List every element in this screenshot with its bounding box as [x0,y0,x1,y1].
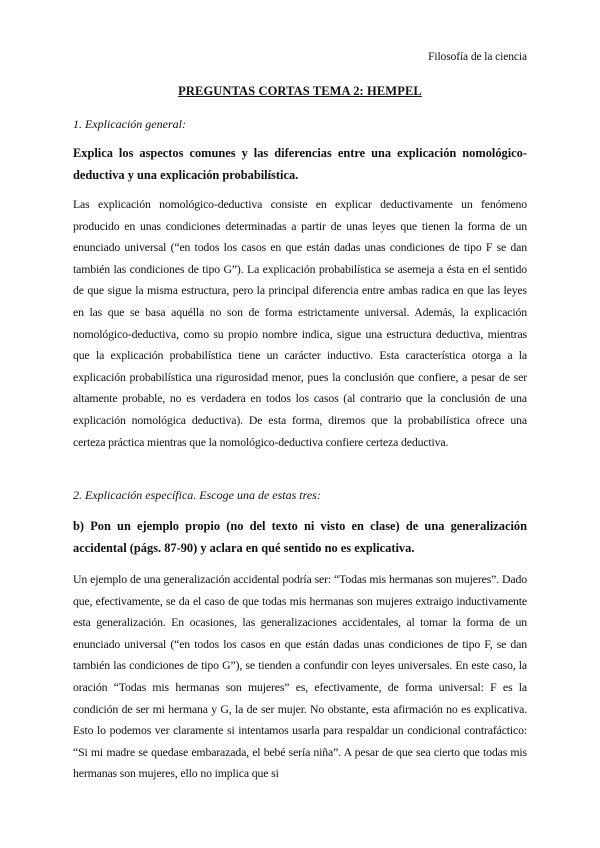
question-1: Explica los aspectos comunes y las diferencias entre una explicación nomológico-deductiva y una explicación probabilística. [73,146,527,182]
section-1-heading: 1. Explicación general: [73,117,186,131]
document-title: PREGUNTAS CORTAS TEMA 2: HEMPEL [178,84,422,98]
answer-1 [73,194,527,453]
running-header: Filosofía de la ciencia [428,51,527,63]
question-2: b) Pon un ejemplo propio (no del texto ni visto en clase) de una generalización accidental (págs. 87-90) y aclara en qué sentido no es explicativa. [73,519,527,555]
answer-2 [73,569,527,785]
answer-1-text: Las explicación nomológico-deductiva consiste en explicar deductivamente un fenómeno producido en unas condiciones determinadas a partir de unas leyes que tienen la forma de un enunciado universal (“en todos los casos en que están dadas unas condiciones de tipo F se dan también las condiciones de tipo G”). La explicación probabilística se asemeja a ésta en el sentido de que sigue la misma estructura, pero la principal diferencia entre ambas radica en que las leyes en las que se basa aquélla no son de forma estrictamente universal. Además, la explicación nomológico-deductiva, como su propio nombre indica, sigue una estructura deductiva, mientras que la explicación probabilística tiene un carácter inductivo. Esta característica otorga a la explicación probabilística una rigurosidad menor, pues la conclusión que confiere, a pesar de ser altamente probable, no es verdadera en todos los casos (al contrario que la conclusión de una explicación nomológica deductiva). De esta forma, diremos que la probabilística ofrece una certeza práctica mientras que la nomológico-deductiva confiere certeza deductiva. [73,197,527,449]
section-2-heading: 2. Explicación específica. Escoge una de estas tres: [73,488,321,502]
answer-2-text: Un ejemplo de una generalización accidental podría ser: “Todas mis hermanas son mujeres”. Dado que, efectivamente, se da el caso de que todas mis hermanas son mujeres extraigo inductivamente esta generalización. En ocasiones, las generalizaciones accidentales, al tomar la forma de un enunciado universal (“en todos los casos en que están dadas unas condiciones de tipo F, se dan también las condiciones de tipo G”), se tienden a confundir con leyes universales. En este caso, la oración “Todas mis hermanas son mujeres” es, efectivamente, de forma universal: F es la condición de ser mi hermana y G, la de ser mujer. No obstante, esta afirmación no es explicativa. Esto lo podemos ver claramente si intentamos usarla para respaldar un condicional contrafáctico: “Si mi madre se quedase embarazada, el bebé sería niña”. A pesar de que sea cierto que todas mis hermanas son mujeres, ello no implica que si [73,572,527,781]
